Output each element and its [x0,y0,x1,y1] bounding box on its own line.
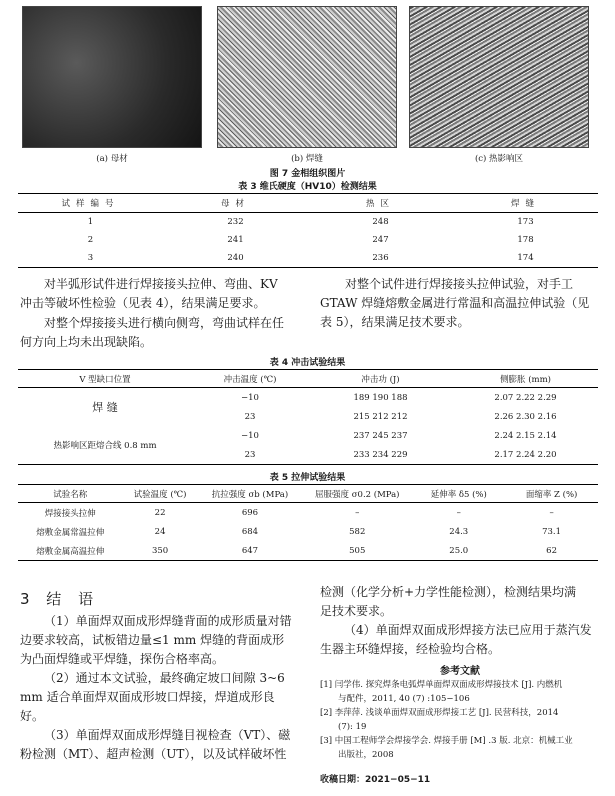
reference-item: [3] 中国工程师学会焊接学会. 焊接手册 [M] .3 版. 北京：机械工业 [320,736,573,746]
text-line: 粉检测（MT）、超声检测（UT），以及试样破坏性 [20,747,287,761]
table3-header: 试样编号 [18,194,163,213]
micrograph-haz [409,6,589,148]
text-line: 对整个试件进行焊接接头拉伸试验，对手工 [345,277,574,291]
table-cell: 熔敷金属常温拉伸 [36,527,105,538]
table-cell: 189 190 188 [353,392,408,403]
table5-header: 抗拉强度 σb (MPa) [198,485,302,503]
table-cell: 582 [349,526,366,537]
table-row [18,503,598,523]
table-row [18,541,598,561]
table-cell: 237 245 237 [353,430,408,441]
table3-header: 热区 [308,194,453,213]
text-line: 何方向上均未出现缺陷。 [20,335,153,349]
table-cell: 62 [546,545,557,556]
table-cell: 2 [87,235,94,245]
text-line: 为凸面焊缝或平焊缝，探伤合格率高。 [20,652,225,666]
text-line: GTAW 焊缝熔敷金属进行常温和高温拉伸试验（见 [320,296,590,310]
table-cell: 24.3 [449,526,469,537]
text-line: 冲击等破坏性检验（见表 4），结果满足要求。 [20,296,266,310]
table-cell: 2.24 2.15 2.14 [494,430,557,441]
left-paragraph-cont [20,294,298,313]
text-line: 检测（化学分析+力学性能检测），检测结果均满 [320,585,577,599]
figure-caption-b: (b) 焊缝 [291,154,323,164]
table-cell: 647 [241,545,259,556]
table-cell: 350 [151,545,169,556]
table5-header: 试验温度 (℃) [122,485,197,503]
left-paragraph [44,275,298,294]
conclusion-text [20,612,300,764]
table3-header: 焊缝 [453,194,598,213]
table-cell: 2.17 2.24 2.20 [494,449,557,460]
table3 [18,193,598,268]
table-cell: 热影响区距熔合线 0.8 mm [53,441,157,451]
left-paragraph-2 [44,314,298,333]
table4-header: 冲击温度 (℃) [192,370,308,388]
right-paragraph [345,275,597,294]
table4-header: 侧膨胀 (mm) [453,370,598,388]
table-cell: 23 [244,411,256,422]
table-row [18,231,598,249]
table-cell: – [355,507,360,518]
received-date: 收稿日期：2021−05−11 [320,775,431,785]
left-paragraph-2-cont [20,333,298,352]
table-cell: 684 [241,526,259,537]
text-line: 对整个焊接接头进行横向侧弯，弯曲试样在任 [44,316,285,330]
table-cell: 232 [227,217,244,227]
table-cell: 73.1 [542,526,562,537]
table-cell: −10 [241,430,259,441]
text-line: 好。 [20,709,45,723]
reference-item-cont: (7): 19 [338,722,367,732]
reference-item-cont: 与配件，2011, 40 (7) :105−106 [338,694,470,704]
table-cell: −10 [241,392,259,403]
text-line: （3）单面焊双面成形焊缝目视检查（VT）、磁 [44,728,291,742]
table-cell: 247 [372,235,389,245]
table5 [18,484,598,561]
table-cell: 2.07 2.22 2.29 [494,392,557,403]
table5-title: 表 5 拉伸试验结果 [269,473,346,483]
table-cell: 1 [87,217,94,227]
text-line: 边要求较高，试板错边量≤1 mm 焊缝的背面成形 [20,633,285,647]
table4-title: 表 4 冲击试验结果 [269,358,346,368]
reference-item-cont: 出版社，2008 [338,750,394,760]
table-cell: 696 [241,507,259,518]
right-paragraph-cont [320,294,598,332]
references-title: 参考文献 [440,666,480,677]
table-cell: 173 [517,217,534,227]
figure-title: 图 7 金相组织图片 [269,169,346,179]
table-cell: 215 212 212 [353,411,408,422]
table-cell: 240 [227,253,244,263]
table-cell: 236 [372,253,389,263]
table-row [18,522,598,541]
reference-item: [2] 李萍萍. 浅谈单面焊双面成形焊接工艺 [J]. 民营科技，2014 [320,708,559,718]
table4-header: 冲击功 (J) [308,370,453,388]
reference-item: [1] 闫学伟. 探究焊条电弧焊单面焊双面成形焊接技术 [J]. 内燃机 [320,680,563,690]
table-cell: 505 [349,545,366,556]
section-heading: 3 结 语 [20,590,100,608]
table3-title: 表 3 维氏硬度（HV10）检测结果 [238,182,377,192]
table-cell: 焊接接头拉伸 [44,508,96,519]
micrograph-weld [217,6,397,148]
table-cell: 3 [87,253,94,263]
table5-header: 屈服强度 σ0.2 (MPa) [302,485,412,503]
table-cell: 178 [517,235,534,245]
figure-caption-c: (c) 热影响区 [474,154,524,164]
text-line: （4）单面焊双面成形焊接方法已应用于蒸汽发 [344,623,592,637]
table4 [18,369,598,465]
figure-caption-a: (a) 母材 [96,154,128,164]
table-cell: – [549,507,554,518]
table5-header: 面缩率 Z (%) [505,485,598,503]
table-cell: 248 [372,217,389,227]
table3-header: 母材 [163,194,308,213]
table-cell: – [456,507,461,518]
table-row [18,426,598,445]
table-cell: 174 [517,253,534,263]
text-line: mm 适合单面焊双面成形坡口焊接，焊道成形良 [20,690,275,704]
table-row [18,249,598,268]
table-cell: 23 [244,449,256,460]
table5-header: 延伸率 δ5 (%) [412,485,505,503]
table-cell: 2.26 2.30 2.16 [494,411,557,422]
table4-header: V 型缺口位置 [18,370,192,388]
text-line: 对半弧形试件进行焊接接头拉伸、弯曲、KV [44,277,278,291]
table-row [18,388,598,408]
text-line: （1）单面焊双面成形焊缝背面的成形质量对错 [44,614,292,628]
text-line: 表 5），结果满足技术要求。 [320,315,470,329]
table-cell: 24 [154,526,166,537]
text-line: 生器主环缝焊接，经检验均合格。 [320,642,501,656]
text-line: （2）通过本文试验，最终确定坡口间隙 3~6 [44,671,285,685]
table-cell: 233 234 229 [353,449,408,460]
conclusion-text-right [320,583,600,659]
table-cell: 22 [154,507,166,518]
references-list [320,678,605,762]
table-cell: 熔敷金属高温拉伸 [36,546,105,557]
text-line: 足技术要求。 [320,604,393,618]
table-row [18,213,598,232]
micrograph-base-metal [22,6,202,148]
table-cell: 25.0 [449,545,469,556]
table-cell: 241 [227,235,244,245]
table-cell: 焊 缝 [92,401,118,414]
table5-header: 试验名称 [18,485,122,503]
